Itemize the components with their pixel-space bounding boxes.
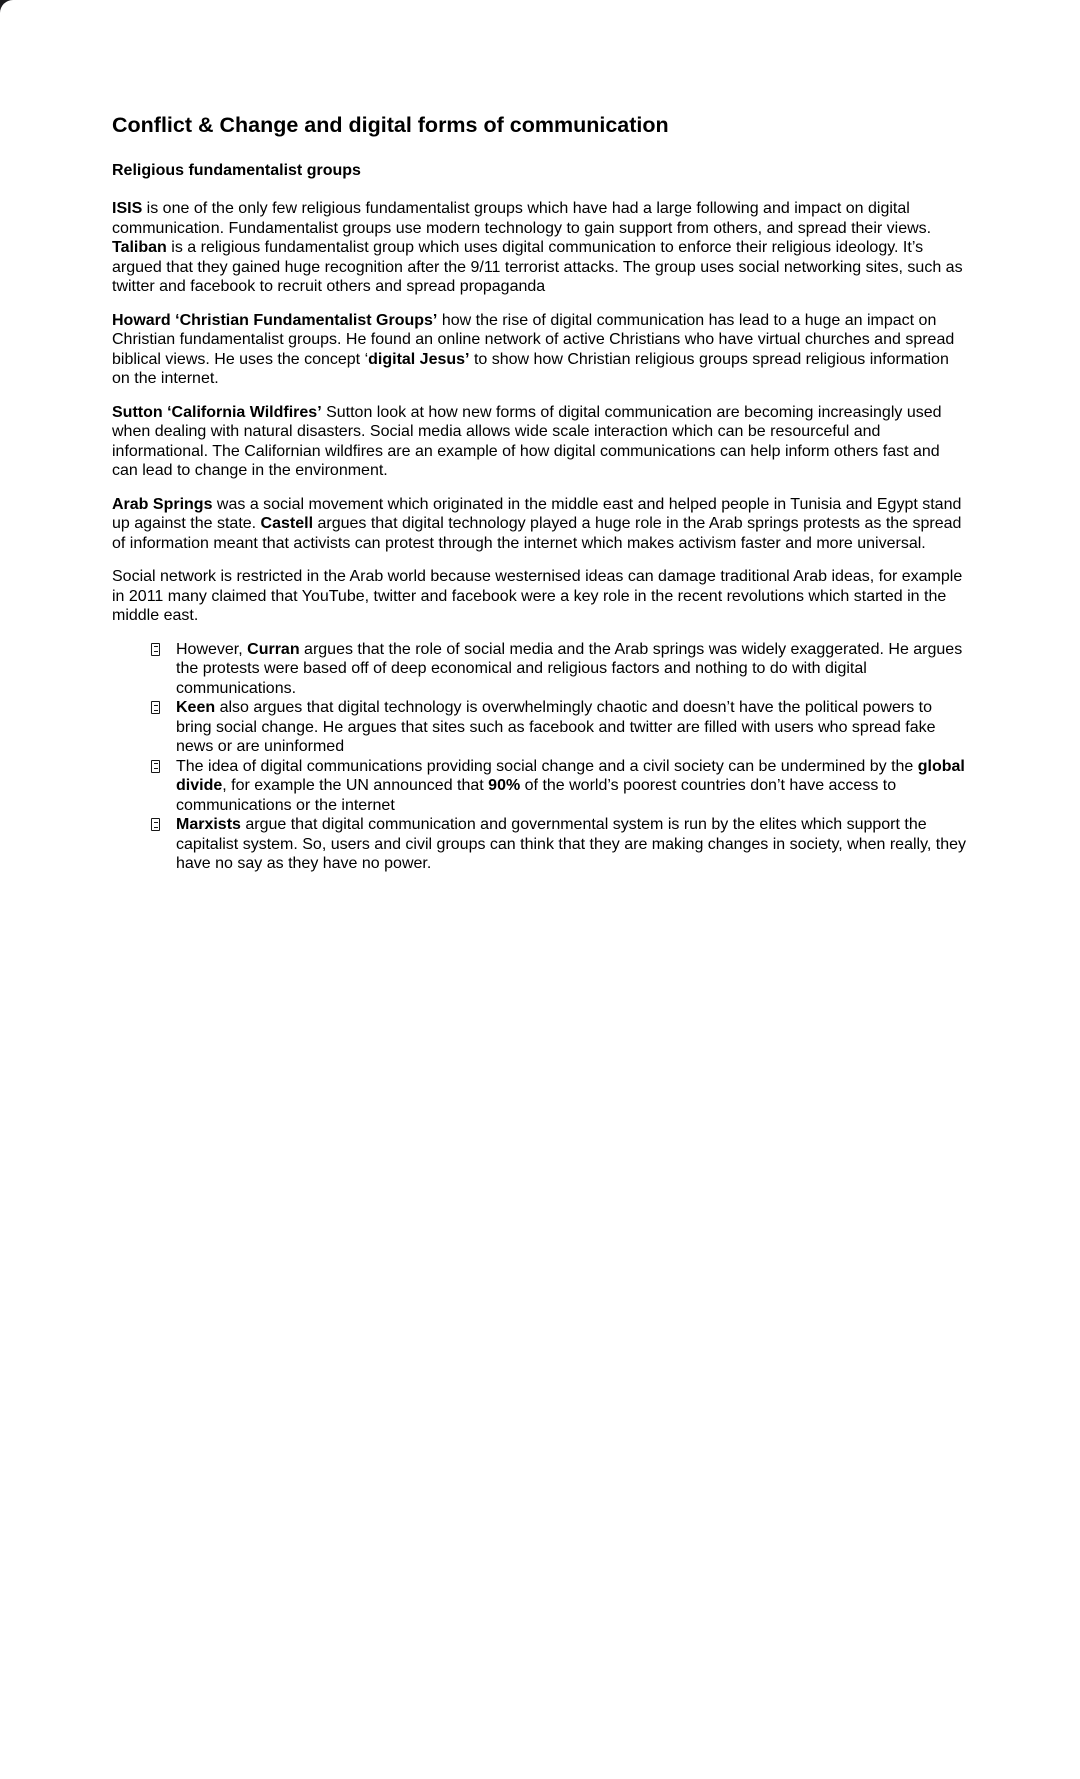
paragraph-isis-taliban [112,199,968,297]
bullet-text-global-divide [176,758,965,814]
missing-glyph-bullet-icon [151,760,160,773]
text-run: However, [176,640,248,658]
bold-text-run: Arab Springs [112,495,213,513]
text-run: argues that the role of social media and the Arab springs was widely exaggerated. He argues the protests were based off of deep economical and religious factors and nothing to do with digital communications. [176,640,963,697]
text-run: , for example the UN announced that [222,777,489,795]
bullet-item [112,815,968,874]
bold-text-run: Curran [247,640,300,658]
bold-text-run: 90% [488,777,521,795]
bold-text-run: Castell [260,515,314,533]
text-run: was a social movement which originated in the middle east and helped people in Tunisia and Egypt stand up against the state. [112,495,962,533]
section-heading: Religious fundamentalist groups [112,161,361,179]
bullet-item [112,757,968,816]
bullet-list [112,640,968,874]
paragraph-arab-springs [112,495,968,554]
bullet-text-curran [176,641,962,697]
text-run: also argues that digital technology is overwhelmingly chaotic and doesn’t have the political powers to bring social change. He argues that sites such as facebook and twitter are filled with users who spread fake news or are uninformed [176,699,936,756]
bold-text-run: Marxists [176,816,241,834]
text-run: argue that digital communication and governmental system is run by the elites which support the capitalist system. So, users and civil groups can think that they are making changes in society, when really, they have no say as they have no power. [176,816,967,873]
text-run: to show how Christian religious groups spread religious information on the internet. [112,350,949,388]
bullet-text-marxists [176,816,966,872]
text-run: of the world’s poorest countries don’t have access to communications or the internet [176,777,897,814]
bold-text-run: digital Jesus’ [368,350,470,368]
paragraph-sutton [112,403,968,481]
bold-text-run: Keen [176,699,216,717]
bullet-text-keen [176,699,936,755]
bullet-item [112,640,968,699]
text-run: The idea of digital communications providing social change and a civil society can be undermined by the [176,757,918,775]
bold-text-run: global divide [176,757,965,795]
text-run: argues that digital technology played a huge role in the Arab springs protests as the spread of information meant that activists can protest through the internet which makes activism faster and more universal. [112,515,962,552]
page-title: Conflict & Change and digital forms of communication [112,113,669,137]
bold-text-run: Sutton ‘California Wildfires’ [112,403,322,421]
paragraph-howard [112,311,968,389]
paragraph-social-network [112,567,968,626]
text-run: is one of the only few religious fundamentalist groups which have had a large following and impact on digital communication. Fundamentalist groups use modern technology to gain support from others, and spread their views. [112,200,932,237]
missing-glyph-bullet-icon [151,701,160,714]
text-run: Social network is restricted in the Arab world because westernised ideas can damage traditional Arab ideas, for example in 2011 many claimed that YouTube, twitter and facebook were a key role in the recent revolutions which started in the middle east. [112,568,963,625]
bold-text-run: ISIS [112,200,143,218]
missing-glyph-bullet-icon [151,818,160,831]
text-run: Sutton look at how new forms of digital communication are becoming increasingly used when dealing with natural disasters. Social media allows wide scale interaction which can be resourceful and informational. The Californian wildfires are an example of how digital communications can help inform others fast and can lead to change in the environment. [112,403,942,480]
text-run: is a religious fundamentalist group which uses digital communication to enforce their religious ideology. It’s argued that they gained huge recognition after the 9/11 terrorist attacks. The group uses social networking sites, such as twitter and facebook to recruit others and spread propaganda [112,239,963,296]
bold-text-run: Taliban [112,239,167,257]
text-run: how the rise of digital communication has lead to a huge an impact on Christian fundamentalist groups. He found an online network of active Christians who have virtual churches and spread biblical views. He uses the concept ‘ [112,311,955,368]
missing-glyph-bullet-icon [151,643,160,656]
bullet-item [112,698,968,757]
bold-text-run: Howard ‘Christian Fundamentalist Groups’ [112,311,438,329]
